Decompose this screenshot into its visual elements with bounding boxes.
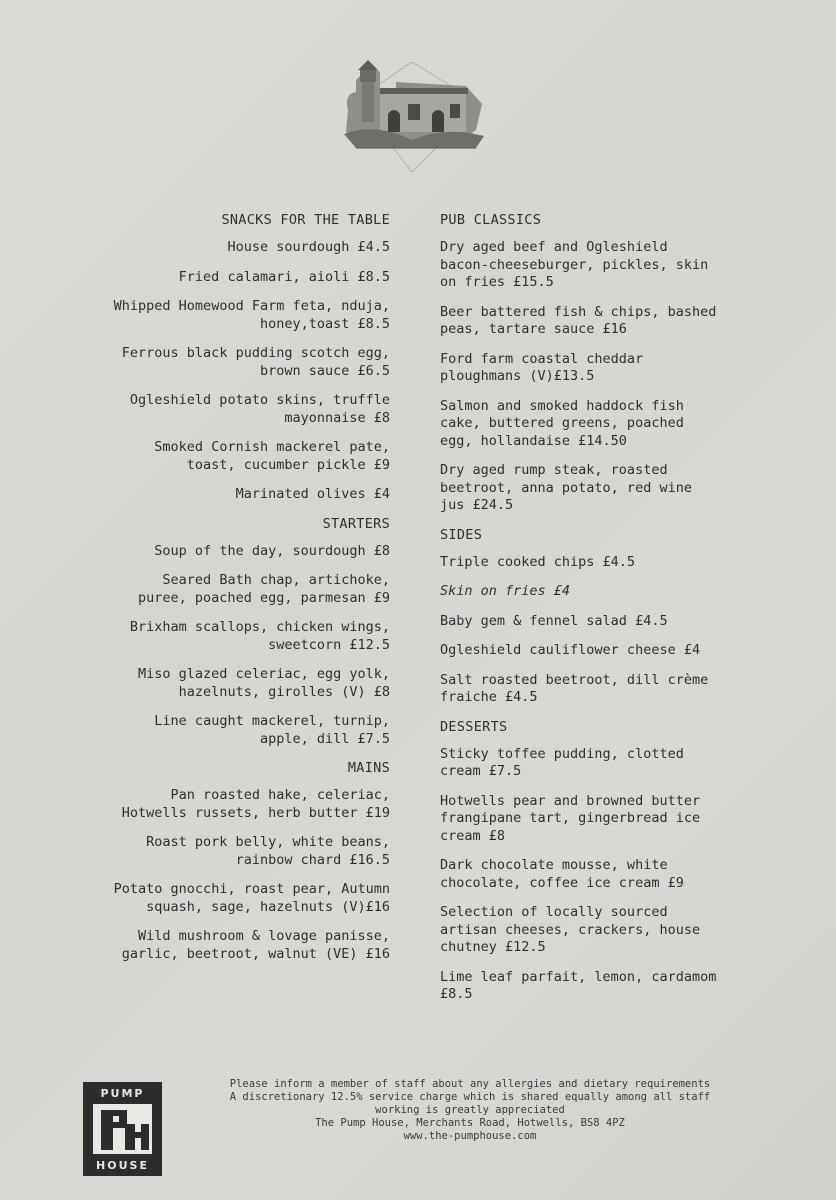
section-title-snacks: SNACKS FOR THE TABLE: [221, 212, 390, 228]
section-title-starters: STARTERS: [322, 515, 390, 532]
menu-item: Hotwells pear and browned butter frangipane tart, gingerbread ice cream £8: [440, 792, 701, 844]
pump-house-logo: [83, 1082, 162, 1176]
menu-item: Sticky toffee pudding, clotted cream £7.5: [440, 745, 684, 779]
menu-item: Fried calamari, aioli £8.5: [178, 268, 390, 285]
menu-item: Selection of locally sourced artisan cheeses, crackers, house chutney £12.5: [440, 904, 701, 955]
menu-item: Beer battered fish & chips, bashed peas, tartare sauce £16: [440, 303, 717, 337]
pump-house-monogram-icon: [89, 1102, 156, 1156]
menu-item: Salmon and smoked haddock fish cake, buttered greens, poached egg, hollandaise £14.50: [440, 397, 684, 449]
left-column: [40, 212, 390, 975]
menu-item: Brixham scallops, chicken wings, sweetcorn £12.5: [129, 619, 390, 653]
menu-item: Dry aged beef and Ogleshield bacon-cheeseburger, pickles, skin on fries £15.5: [440, 239, 709, 290]
address: The Pump House, Merchants Road, Hotwells, BS8 4PZ: [315, 1117, 625, 1129]
menu-item: Smoked Cornish mackerel pate, toast, cucumber pickle £9: [154, 439, 390, 473]
logo-word-bottom: HOUSE: [96, 1159, 149, 1172]
menu-item: Dry aged rump steak, roasted beetroot, anna potato, red wine jus £24.5: [440, 462, 692, 513]
menu-item: Miso glazed celeriac, egg yolk, hazelnuts, girolles (V) £8: [138, 666, 390, 700]
section-title-mains: MAINS: [347, 760, 390, 776]
menu-item: Soup of the day, sourdough £8: [154, 542, 390, 559]
menu-item: Ogleshield potato skins, truffle mayonnaise £8: [129, 392, 390, 426]
section-title-pub-classics: PUB CLASSICS: [440, 212, 542, 228]
menu-item: Roast pork belly, white beans, rainbow chard £16.5: [146, 834, 390, 868]
service-charge-notice: A discretionary 12.5% service charge which is shared equally among all staff working is greatly appreciated: [229, 1091, 711, 1116]
menu-item: Ogleshield cauliflower cheese £4: [440, 642, 701, 658]
section-title-desserts: DESSERTS: [440, 718, 508, 735]
menu-item: House sourdough £4.5: [227, 239, 390, 255]
menu-item: Potato gnocchi, roast pear, Autumn squash, sage, hazelnuts (V)£16: [113, 881, 390, 915]
menu-item: Whipped Homewood Farm feta, nduja, honey,toast £8.5: [113, 298, 390, 332]
menu-item: Marinated olives £4: [235, 486, 390, 502]
menu-item: Line caught mackerel, turnip, apple, dill £7.5: [154, 713, 390, 747]
menu-item: Baby gem & fennel salad £4.5: [440, 612, 668, 629]
menu-item: Ferrous black pudding scotch egg, brown sauce £6.5: [121, 345, 390, 379]
menu-item: Ford farm coastal cheddar ploughmans (V)£13.5: [440, 350, 644, 384]
menu-item: Wild mushroom & lovage panisse, garlic, beetroot, walnut (VE) £16: [121, 928, 390, 962]
menu-item: Pan roasted hake, celeriac, Hotwells russets, herb butter £19: [121, 787, 390, 821]
menu-item: Dark chocolate mousse, white chocolate, coffee ice cream £9: [440, 857, 684, 891]
menu-item: Lime leaf parfait, lemon, cardamom £8.5: [440, 968, 717, 1002]
menu-item: Seared Bath chap, artichoke, puree, poached egg, parmesan £9: [138, 572, 390, 606]
footer-notice: [180, 1078, 760, 1143]
logo-word-top: PUMP: [100, 1087, 145, 1100]
menu-item: Salt roasted beetroot, dill crème fraiche £4.5: [440, 671, 709, 705]
right-column: [440, 212, 770, 1016]
pump-house-building-illustration: [336, 52, 488, 174]
menu-item: Skin on fries £4: [440, 583, 571, 599]
section-title-sides: SIDES: [440, 526, 483, 543]
website: www.the-pumphouse.com: [403, 1130, 537, 1142]
menu-item: Triple cooked chips £4.5: [440, 553, 636, 570]
allergy-notice: Please inform a member of staff about any allergies and dietary requirements: [229, 1078, 711, 1090]
